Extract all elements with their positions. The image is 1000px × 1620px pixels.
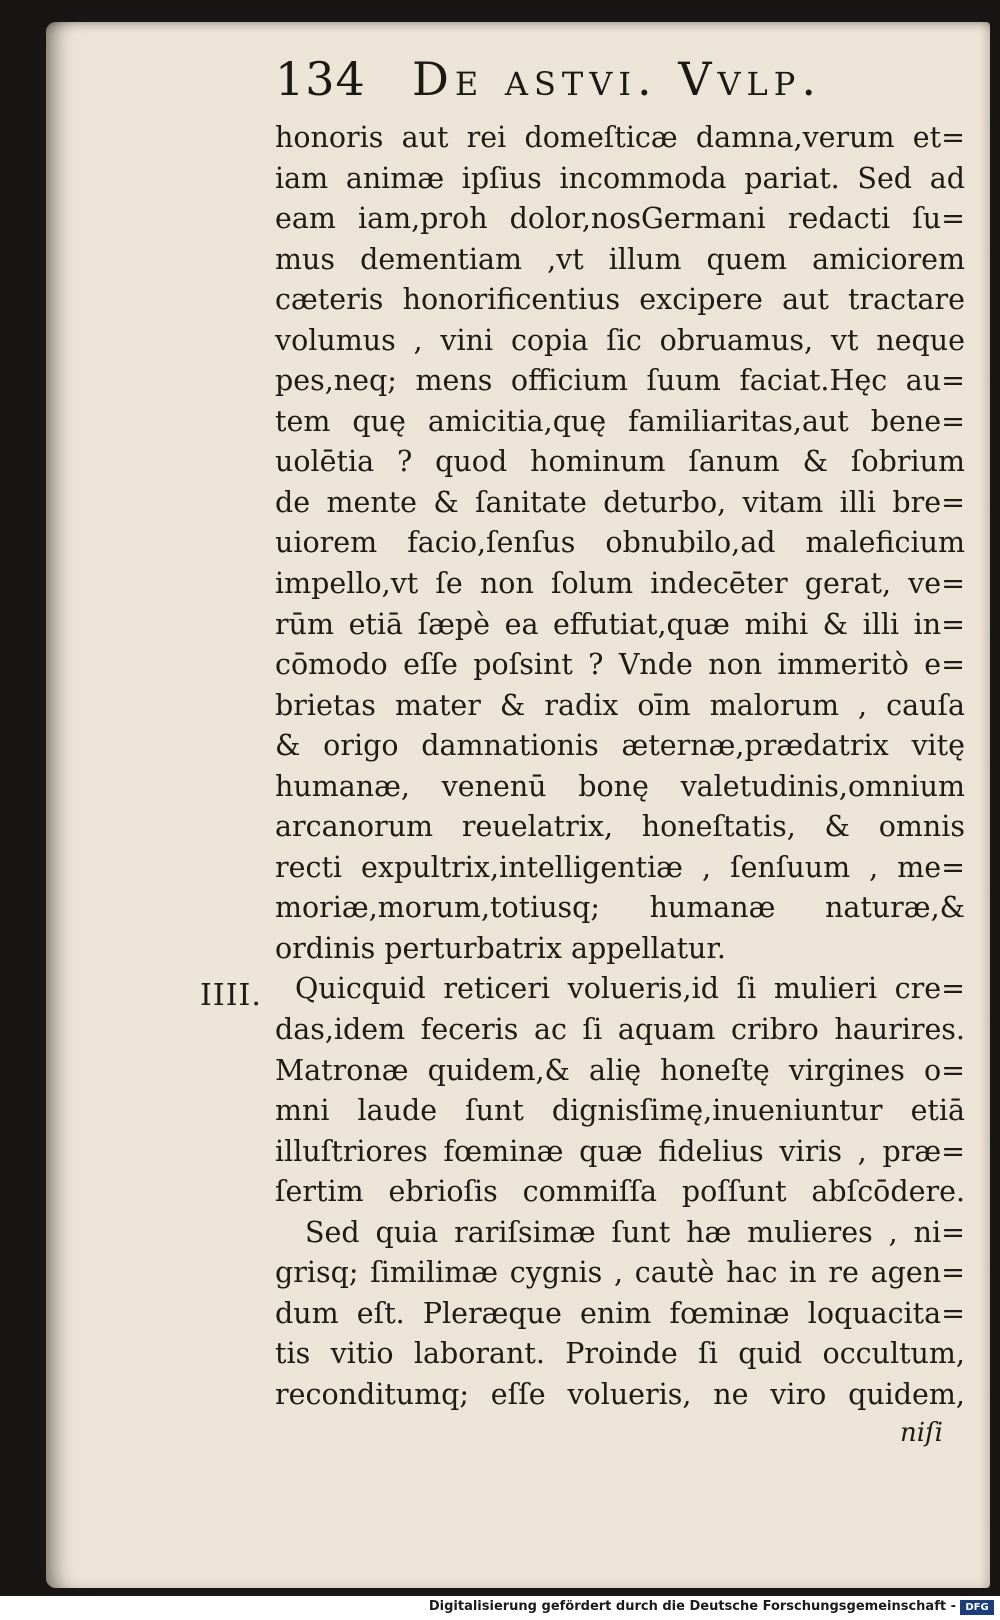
text-line: tem quę amicitia,quę familiaritas,aut bene= xyxy=(275,404,965,438)
margin-section-number: IIII. xyxy=(200,978,262,1013)
text-line: eam iam,proh dolor,nosGermani redacti ſu= xyxy=(275,202,965,236)
page-number: 134 xyxy=(275,52,366,106)
text-line: tis vitio laborant. Proinde ſi quid occultum, xyxy=(275,1337,965,1371)
body-text xyxy=(275,118,965,1416)
text-line: Matronæ quidem,& alię honeſtę virgines o= xyxy=(275,1053,965,1087)
dfg-logo: DFG xyxy=(960,1600,994,1615)
text-line: cōmodo eſſe poſsint ? Vnde non immeritò e= xyxy=(275,648,965,682)
text-line: pes,neq; mens officium ſuum faciat.Hęc au= xyxy=(275,364,965,398)
text-line: uiorem facio,ſenſus obnubilo,ad maleficium xyxy=(275,526,965,560)
text-line: ſertim ebrioſis commiſſa poſſunt abſcōdere. xyxy=(275,1175,965,1209)
text-line: uolētia ? quod hominum ſanum & ſobrium xyxy=(275,445,965,479)
running-title: De astvi. Vvlp. xyxy=(412,52,822,106)
text-line: moriæ,morum,totiusq; humanæ naturæ,& xyxy=(275,891,965,925)
text-line: & origo damnationis æternæ,prædatrix vitę xyxy=(275,729,965,763)
text-line: recti expultrix,intelligentiæ , ſenſuum , me= xyxy=(275,850,965,884)
text-line: mni laude ſunt dignisſimę,inueniuntur etiā xyxy=(275,1094,965,1128)
text-line: mus dementiam ,vt illum quem amiciorem xyxy=(275,242,965,276)
text-line: das,idem feceris ac ſi aquam cribro haurires. xyxy=(275,1013,965,1047)
text-line: cæteris honorificentius excipere aut tractare xyxy=(275,283,965,317)
text-line: illuſtriores fœminæ quæ fidelius viris , præ= xyxy=(275,1134,965,1168)
text-line: volumus , vini copia ſic obruamus, vt neque xyxy=(275,323,965,357)
text-line: grisq; ſimilimæ cygnis , cautè hac in re agen= xyxy=(275,1256,965,1290)
text-line: arcanorum reuelatrix, honeſtatis, & omnis xyxy=(275,810,965,844)
digitization-footer xyxy=(0,1596,1000,1620)
text-line: de mente & ſanitate deturbo, vitam illi bre= xyxy=(275,485,965,519)
page-edge xyxy=(980,22,990,1588)
text-line: reconditumq; eſſe volueris, ne viro quidem, xyxy=(275,1377,965,1411)
text-line: iam animæ ipſius incommoda pariat. Sed ad xyxy=(275,161,965,195)
text-line: ordinis perturbatrix appellatur. xyxy=(275,931,726,965)
text-line: brietas mater & radix oīm malorum , cauſa xyxy=(275,688,965,722)
paragraph-start-line: Sed quia rariſsimæ ſunt hæ mulieres , ni= xyxy=(305,1215,965,1249)
text-line: dum eſt. Pleræque enim fœminæ loquacita= xyxy=(275,1296,965,1330)
paragraph-start-line: Quicquid reticeri volueris,id ſi mulieri cre= xyxy=(295,972,965,1006)
catchword: niſi xyxy=(900,1418,943,1448)
text-line: impello,vt ſe non ſolum indecēter gerat, ve= xyxy=(275,567,965,601)
text-line: honoris aut rei domeſticæ damna,verum et= xyxy=(275,121,965,154)
funding-credit: Digitalisierung gefördert durch die Deutsche Forschungsgemeinschaft - xyxy=(428,1599,956,1614)
text-line: rūm etiā ſæpè ea effutiat,quæ mihi & illi in= xyxy=(275,607,965,641)
running-head xyxy=(275,52,895,112)
text-line: humanæ, venenū bonę valetudinis,omnium xyxy=(275,769,965,803)
